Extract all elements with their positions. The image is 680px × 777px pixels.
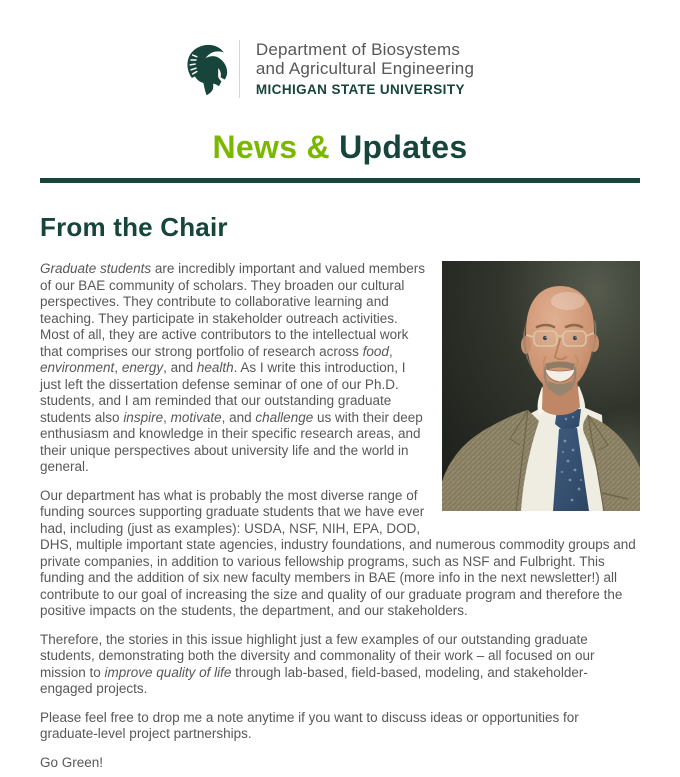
article-paragraph: Graduate students are incredibly important and valued members of our BAE community of scholars. They broaden our cultural perspectives. They contribute to collaborative learning and teaching. They participate in stakeholder outreach activities. Most of all, they are active contributors to the intellectual work that comprises our strong portfolio of research across food, environment, energy, and health. As I write this introduction, I just left the dissertation defense seminar of one of our Ph.D. students, and I am reminded that our outstanding graduate students also inspire, motivate, and challenge us with their deep enthusiasm and knowledge in their specific research areas, and their unique perspectives about university life and the world in general. [40, 261, 425, 474]
chair-portrait-photo [442, 261, 640, 511]
article-paragraph: Go Green! [40, 754, 104, 770]
chair-portrait-illustration [442, 261, 640, 511]
article-paragraph: Therefore, the stories in this issue highlight just a few examples of our outstanding graduate students, demonstrating both the diversity and commonality of their work – all focused on our mission to improve quality of life through lab-based, field-based, modeling, and stakeholder-engaged projects. [40, 631, 595, 696]
newsletter-title [0, 130, 680, 164]
brand-header [0, 0, 680, 100]
article-body [40, 261, 640, 771]
section-heading: From the Chair [40, 212, 228, 242]
msu-spartan-helmet-icon [182, 38, 228, 100]
newsletter-title-accent: News & [212, 129, 340, 165]
logo-divider [239, 40, 240, 98]
university-wordmark: MICHIGAN STATE UNIVERSITY [255, 82, 465, 97]
masthead-divider [40, 178, 640, 183]
brand-text [256, 38, 474, 97]
department-name-line1: Department of Biosystems [255, 40, 461, 59]
article-paragraph: Please feel free to drop me a note anytime if you want to discuss ideas or opportunities for graduate-level project partnerships. [40, 709, 579, 741]
newsletter-title-rest: Updates [339, 129, 468, 165]
article-paragraph: Our department has what is probably the most diverse range of funding sources supporting graduate students that we have ever had, including (just as examples): USDA, NSF, NIH, EPA, DOD, DHS, multiple important state agencies, industry foundations, and numerous commodity groups and private companies, in addition to various fellowship programs, such as NSF and Fulbright. This funding and the addition of six new faculty members in BAE (more info in the next newsletter!) all contribute to our goal of increasing the size and quality of our graduate program and therefore the positive impacts on the students, the department, and our stakeholders. [40, 487, 636, 618]
department-name-line2: and Agricultural Engineering [255, 59, 475, 78]
brand-logo-block [182, 38, 474, 100]
